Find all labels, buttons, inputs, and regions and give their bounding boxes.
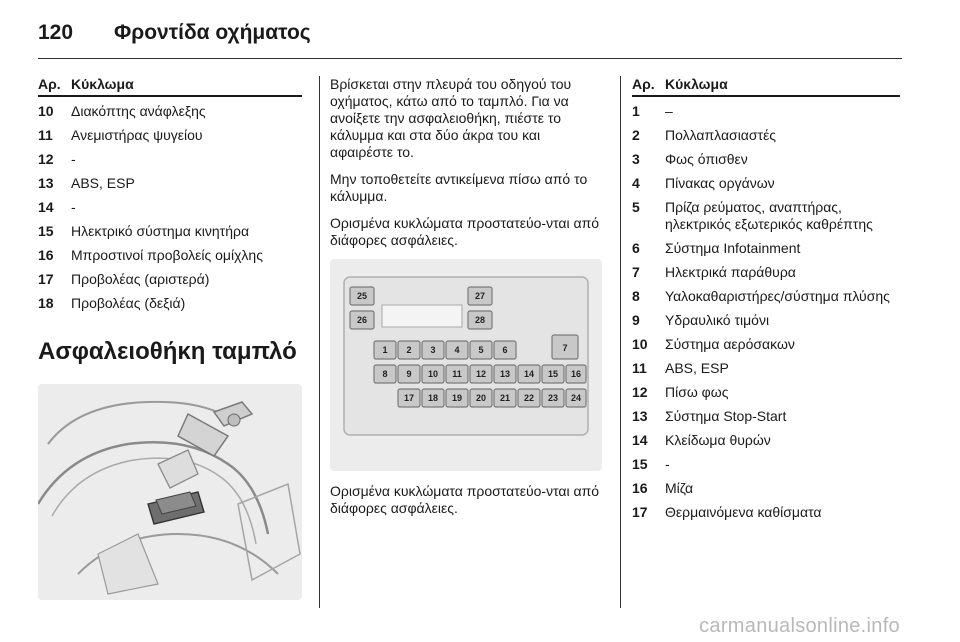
fuse-19 bbox=[446, 389, 468, 407]
circuit-name: Πρίζα ρεύματος, αναπτήρας, ηλεκτρικός εξωτερικός καθρέπτης bbox=[665, 199, 873, 232]
fuse-number: 14 bbox=[632, 432, 648, 448]
svg-text:16: 16 bbox=[570, 369, 582, 379]
fuse-25 bbox=[350, 287, 374, 305]
svg-text:14: 14 bbox=[523, 369, 535, 379]
fuse-number: 15 bbox=[38, 223, 54, 239]
site-watermark: carmanualsonline.info bbox=[699, 615, 900, 637]
circuit-name: Υδραυλικό τιμόνι bbox=[665, 312, 770, 328]
fuse-1 bbox=[374, 341, 396, 359]
circuit-name: ABS, ESP bbox=[665, 360, 729, 376]
svg-text:13: 13 bbox=[499, 369, 511, 379]
warning-paragraph: Μην τοποθετείτε αντικείμενα πίσω από το κάλυμμα. bbox=[330, 171, 588, 204]
fuse-4 bbox=[446, 341, 468, 359]
table-row bbox=[632, 312, 900, 329]
circuit-name: Διακόπτης ανάφλεξης bbox=[71, 103, 206, 119]
col-number-header: Αρ. bbox=[38, 76, 61, 92]
fuse-11 bbox=[446, 365, 468, 383]
fuse-number: 5 bbox=[632, 199, 640, 215]
circuit-name: Υαλοκαθαριστήρες/σύστημα πλύσης bbox=[665, 288, 890, 304]
fuse-10 bbox=[422, 365, 444, 383]
circuit-name: Σύστημα Infotainment bbox=[665, 240, 801, 256]
col-circuit-header: Κύκλωμα bbox=[665, 76, 728, 92]
fuse-20 bbox=[470, 389, 492, 407]
circuit-name: Κλείδωμα θυρών bbox=[665, 432, 771, 448]
circuit-name: Προβολέας (δεξιά) bbox=[71, 295, 186, 311]
right-fuse-table bbox=[632, 103, 900, 521]
svg-text:25: 25 bbox=[356, 291, 368, 301]
fuse-number: 14 bbox=[38, 199, 54, 215]
svg-text:15: 15 bbox=[547, 369, 559, 379]
table-row bbox=[632, 103, 900, 120]
instruction-paragraph: Βρίσκεται στην πλευρά του οδηγού του οχήματος, κάτω από το ταμπλό. Για να ανοίξετε την ασφαλειοθήκη, πιέστε το κάλυμμα και στα δύο άκρα του και αφαιρέστε το. bbox=[330, 76, 572, 160]
svg-text:2: 2 bbox=[406, 345, 412, 355]
circuit-name: - bbox=[71, 151, 76, 167]
table-row bbox=[38, 127, 302, 144]
fuse-number: 4 bbox=[632, 175, 640, 191]
svg-text:19: 19 bbox=[451, 393, 463, 403]
fusebox-layout bbox=[330, 259, 602, 471]
table-row bbox=[38, 175, 302, 192]
svg-text:18: 18 bbox=[427, 393, 439, 403]
svg-text:8: 8 bbox=[382, 369, 388, 379]
table-row bbox=[632, 199, 900, 233]
circuit-name: Πίνακας οργάνων bbox=[665, 175, 775, 191]
table-row bbox=[632, 408, 900, 425]
fuse-6 bbox=[494, 341, 516, 359]
circuit-name: Σύστημα Stop-Start bbox=[665, 408, 787, 424]
table-row bbox=[632, 240, 900, 257]
col-circuit-header: Κύκλωμα bbox=[71, 76, 134, 92]
page-title: Φροντίδα οχήματος bbox=[114, 21, 311, 44]
table-row bbox=[632, 360, 900, 377]
fuse-24 bbox=[566, 389, 586, 407]
steering-column-illustration bbox=[38, 384, 302, 600]
fuse-number: 13 bbox=[632, 408, 648, 424]
table-row bbox=[38, 271, 302, 288]
svg-text:23: 23 bbox=[547, 393, 559, 403]
fuse-2 bbox=[398, 341, 420, 359]
table-row bbox=[38, 223, 302, 240]
fusebox-diagram bbox=[330, 259, 602, 471]
fuse-9 bbox=[398, 365, 420, 383]
svg-text:21: 21 bbox=[499, 393, 511, 403]
table-row bbox=[38, 247, 302, 264]
table-row bbox=[632, 480, 900, 497]
fuse-number: 6 bbox=[632, 240, 640, 256]
fuse-number: 16 bbox=[38, 247, 54, 263]
svg-text:4: 4 bbox=[454, 345, 460, 355]
col-number-header: Αρ. bbox=[632, 76, 655, 92]
fuse-number: 11 bbox=[38, 127, 53, 143]
fuse-number: 9 bbox=[632, 312, 640, 328]
fuse-number: 17 bbox=[38, 271, 54, 287]
circuit-name: - bbox=[71, 199, 76, 215]
circuit-name: Προβολέας (αριστερά) bbox=[71, 271, 210, 287]
svg-text:11: 11 bbox=[452, 369, 462, 379]
svg-text:24: 24 bbox=[570, 393, 582, 403]
fuse-number: 13 bbox=[38, 175, 54, 191]
fuse-number: 10 bbox=[38, 103, 54, 119]
table-row bbox=[632, 127, 900, 144]
right-table-header bbox=[632, 76, 900, 97]
circuit-name: Ηλεκτρικά παράθυρα bbox=[665, 264, 796, 280]
section-heading: Ασφαλειοθήκη ταμπλό bbox=[38, 338, 297, 365]
fuse-number: 16 bbox=[632, 480, 648, 496]
fuse-26 bbox=[350, 311, 374, 329]
fuse-number: 12 bbox=[632, 384, 648, 400]
svg-text:7: 7 bbox=[562, 343, 568, 353]
table-row bbox=[632, 384, 900, 401]
fuse-12 bbox=[470, 365, 492, 383]
page-number: 120 bbox=[38, 21, 74, 44]
fuse-18 bbox=[422, 389, 444, 407]
dashboard-illustration bbox=[38, 384, 302, 600]
fuse-number: 11 bbox=[632, 360, 647, 376]
fuse-number: 15 bbox=[632, 456, 648, 472]
left-column bbox=[38, 76, 302, 600]
fuse-number: 18 bbox=[38, 295, 54, 311]
fuse-16 bbox=[566, 365, 586, 383]
fuse-13 bbox=[494, 365, 516, 383]
left-table-header bbox=[38, 76, 302, 97]
svg-text:12: 12 bbox=[475, 369, 487, 379]
svg-text:1: 1 bbox=[382, 345, 388, 355]
fuse-5 bbox=[470, 341, 492, 359]
circuit-name: - bbox=[665, 456, 670, 472]
circuit-name: Φως όπισθεν bbox=[665, 151, 748, 167]
circuit-name: Μπροστινοί προβολείς ομίχλης bbox=[71, 247, 263, 263]
fuse-15 bbox=[542, 365, 564, 383]
table-row bbox=[632, 288, 900, 305]
note-paragraph: Ορισμένα κυκλώματα προστατεύο-νται από διάφορες ασφάλειες. bbox=[330, 483, 600, 516]
fuse-number: 2 bbox=[632, 127, 640, 143]
fuse-28 bbox=[468, 311, 492, 329]
circuit-name: Ανεμιστήρας ψυγείου bbox=[71, 127, 203, 143]
fuse-14 bbox=[518, 365, 540, 383]
fuse-27 bbox=[468, 287, 492, 305]
circuit-name: Σύστημα αερόσακων bbox=[665, 336, 795, 352]
note-paragraph: Ορισμένα κυκλώματα προστατεύο-νται από διάφορες ασφάλειες. bbox=[330, 215, 600, 248]
fuse-8 bbox=[374, 365, 396, 383]
table-row bbox=[38, 103, 302, 120]
svg-text:10: 10 bbox=[427, 369, 439, 379]
circuit-name: ABS, ESP bbox=[71, 175, 135, 191]
circuit-name: Θερμαινόμενα καθίσματα bbox=[665, 504, 822, 520]
fuse-17 bbox=[398, 389, 420, 407]
fuse-21 bbox=[494, 389, 516, 407]
circuit-name: Πολλαπλασιαστές bbox=[665, 127, 777, 143]
column-divider bbox=[319, 76, 320, 608]
circuit-name: Ηλεκτρικό σύστημα κινητήρα bbox=[71, 223, 250, 239]
table-row bbox=[632, 504, 900, 521]
header-divider bbox=[38, 58, 902, 59]
fuse-23 bbox=[542, 389, 564, 407]
svg-text:26: 26 bbox=[356, 315, 368, 325]
middle-column bbox=[330, 76, 602, 527]
table-row bbox=[38, 151, 302, 168]
fuse-22 bbox=[518, 389, 540, 407]
fuse-number: 3 bbox=[632, 151, 640, 167]
svg-text:17: 17 bbox=[403, 393, 415, 403]
fuse-number: 7 bbox=[632, 264, 640, 280]
table-row bbox=[38, 295, 302, 312]
column-divider bbox=[620, 76, 621, 608]
right-column bbox=[632, 76, 900, 528]
circuit-name: Πίσω φως bbox=[665, 384, 729, 400]
fuse-number: 10 bbox=[632, 336, 648, 352]
svg-text:28: 28 bbox=[474, 315, 486, 325]
fuse-number: 12 bbox=[38, 151, 54, 167]
table-row bbox=[632, 175, 900, 192]
svg-text:5: 5 bbox=[478, 345, 484, 355]
svg-text:20: 20 bbox=[475, 393, 487, 403]
svg-text:22: 22 bbox=[523, 393, 535, 403]
table-row bbox=[632, 151, 900, 168]
fuse-3 bbox=[422, 341, 444, 359]
svg-text:27: 27 bbox=[474, 291, 486, 301]
table-row bbox=[632, 336, 900, 353]
fuse-number: 8 bbox=[632, 288, 640, 304]
svg-text:6: 6 bbox=[502, 345, 508, 355]
svg-text:9: 9 bbox=[406, 369, 412, 379]
left-fuse-table bbox=[38, 103, 302, 312]
table-row bbox=[632, 264, 900, 281]
table-row bbox=[632, 432, 900, 449]
circuit-name: – bbox=[665, 103, 673, 119]
fuse-number: 1 bbox=[632, 103, 640, 119]
table-row bbox=[632, 456, 900, 473]
fuse-number: 17 bbox=[632, 504, 648, 520]
svg-text:3: 3 bbox=[430, 345, 436, 355]
circuit-name: Μίζα bbox=[665, 480, 694, 496]
table-row bbox=[38, 199, 302, 216]
fuse-7 bbox=[552, 335, 578, 359]
page-header bbox=[38, 16, 311, 50]
